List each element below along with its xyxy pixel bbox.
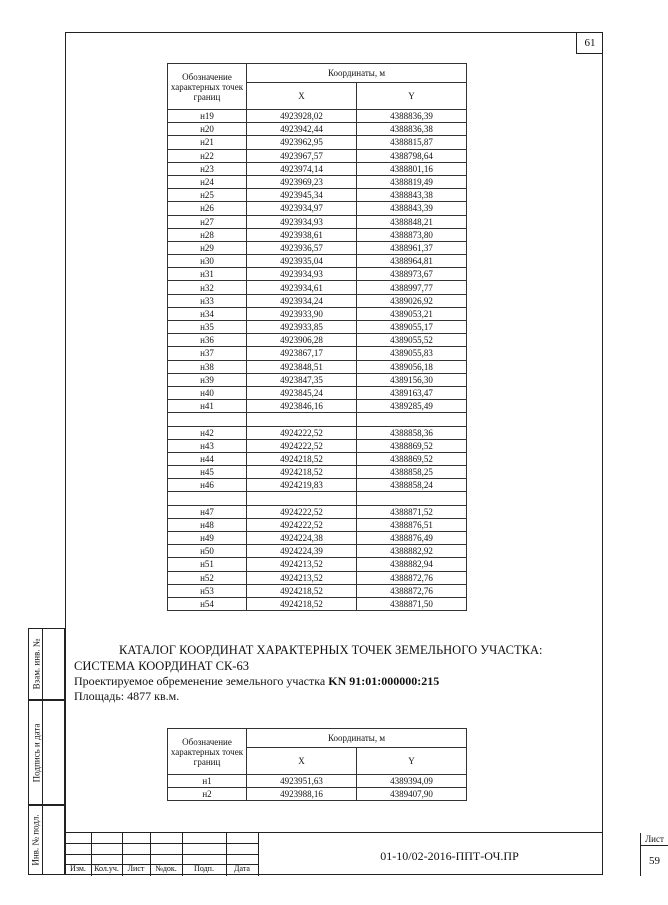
table-row xyxy=(168,597,467,610)
sheet-label: Лист xyxy=(641,833,668,846)
table-row xyxy=(168,775,467,788)
x-cell: 4923906,28 xyxy=(247,334,357,347)
x-cell: 4923974,14 xyxy=(247,162,357,175)
point-name-cell: н22 xyxy=(168,149,247,162)
point-name-cell: н2 xyxy=(168,788,247,801)
point-name-cell: н54 xyxy=(168,597,247,610)
header-y: Y xyxy=(357,748,467,775)
table-row xyxy=(168,505,467,518)
stamp-caption-doc: №док. xyxy=(155,864,177,873)
stamp-caption-signature: Подп. xyxy=(194,864,214,873)
stamp-caption-sheet: Лист xyxy=(127,864,145,873)
x-cell: 4923934,93 xyxy=(247,215,357,228)
table-row xyxy=(168,321,467,334)
x-cell: 4924219,83 xyxy=(247,479,357,492)
header-coordinates: Координаты, м xyxy=(247,729,467,748)
table-row xyxy=(168,307,467,320)
point-name-cell: н28 xyxy=(168,228,247,241)
header-point-name: Обозначение характерных точек границ xyxy=(168,729,247,775)
x-cell xyxy=(247,492,357,505)
x-cell: 4924213,52 xyxy=(247,571,357,584)
point-name-cell: н20 xyxy=(168,123,247,136)
x-cell: 4923934,93 xyxy=(247,268,357,281)
catalog-heading xyxy=(74,642,594,674)
x-cell: 4923846,16 xyxy=(247,400,357,413)
coordinate-system: СИСТЕМА КООРДИНАТ СК-63 xyxy=(74,659,249,673)
y-cell: 4388836,39 xyxy=(357,110,467,123)
y-cell: 4388873,80 xyxy=(357,228,467,241)
table-row xyxy=(168,558,467,571)
point-name-cell: н38 xyxy=(168,360,247,373)
x-cell: 4924213,52 xyxy=(247,558,357,571)
y-cell: 4388819,49 xyxy=(357,175,467,188)
table-row xyxy=(168,439,467,452)
x-cell: 4923945,34 xyxy=(247,189,357,202)
table-row xyxy=(168,241,467,254)
table-row xyxy=(168,228,467,241)
coordinates-table-secondary xyxy=(167,728,467,801)
point-name-cell: н29 xyxy=(168,241,247,254)
point-name-cell: н53 xyxy=(168,584,247,597)
y-cell: 4388815,87 xyxy=(357,136,467,149)
y-cell: 4388876,51 xyxy=(357,518,467,531)
document-code: 01-10/02-2016-ППТ-ОЧ.ПР xyxy=(258,833,640,876)
title-block xyxy=(65,832,664,875)
header-point-name: Обозначение характерных точек границ xyxy=(168,64,247,110)
side-box-replacement-inv xyxy=(28,628,65,700)
point-name-cell: н26 xyxy=(168,202,247,215)
x-cell: 4924218,52 xyxy=(247,597,357,610)
parcel-description: Проектируемое обременение земельного участка KN 91:01:000000:215 xyxy=(74,674,440,688)
point-name-cell: н21 xyxy=(168,136,247,149)
table-row xyxy=(168,162,467,175)
table-row xyxy=(168,281,467,294)
table-row xyxy=(168,347,467,360)
sheet-box xyxy=(640,833,668,876)
y-cell: 4388872,76 xyxy=(357,584,467,597)
y-cell: 4388848,21 xyxy=(357,215,467,228)
y-cell: 4389055,17 xyxy=(357,321,467,334)
point-name-cell: н25 xyxy=(168,189,247,202)
side-box-original-inv xyxy=(28,805,65,875)
header-y: Y xyxy=(357,83,467,110)
point-name-cell: н43 xyxy=(168,439,247,452)
x-cell: 4923934,97 xyxy=(247,202,357,215)
header-coordinates: Координаты, м xyxy=(247,64,467,83)
x-cell: 4923934,24 xyxy=(247,294,357,307)
table-row xyxy=(168,466,467,479)
point-name-cell: н36 xyxy=(168,334,247,347)
coordinates-table-body xyxy=(168,775,467,801)
y-cell: 4388843,38 xyxy=(357,189,467,202)
sheet-number: 59 xyxy=(649,855,660,867)
stamp-caption-date: Дата xyxy=(234,864,250,873)
table-row xyxy=(168,400,467,413)
y-cell: 4388801,16 xyxy=(357,162,467,175)
side-box-signature-date xyxy=(28,700,65,805)
x-cell: 4923938,61 xyxy=(247,228,357,241)
point-name-cell: н19 xyxy=(168,110,247,123)
table-row xyxy=(168,386,467,399)
y-cell: 4388961,37 xyxy=(357,241,467,254)
x-cell: 4924218,52 xyxy=(247,584,357,597)
table-row xyxy=(168,215,467,228)
point-name-cell xyxy=(168,492,247,505)
x-cell: 4923962,95 xyxy=(247,136,357,149)
y-cell: 4388798,64 xyxy=(357,149,467,162)
y-cell: 4389055,83 xyxy=(357,347,467,360)
table-row-blank xyxy=(168,413,467,426)
parcel-info xyxy=(74,674,439,704)
table-row xyxy=(168,123,467,136)
y-cell: 4388858,24 xyxy=(357,479,467,492)
x-cell: 4924222,52 xyxy=(247,505,357,518)
point-name-cell: н40 xyxy=(168,386,247,399)
x-cell: 4924224,39 xyxy=(247,545,357,558)
side-label-signature-date: Подпись и дата xyxy=(31,723,41,782)
y-cell: 4388876,49 xyxy=(357,532,467,545)
y-cell: 4388882,92 xyxy=(357,545,467,558)
table-row xyxy=(168,373,467,386)
x-cell: 4923935,04 xyxy=(247,255,357,268)
parcel-cadastral-number: KN 91:01:000000:215 xyxy=(328,674,440,688)
y-cell: 4388872,76 xyxy=(357,571,467,584)
catalog-title: КАТАЛОГ КООРДИНАТ ХАРАКТЕРНЫХ ТОЧЕК ЗЕМЕЛЬНОГО УЧАСТКА: xyxy=(119,643,543,657)
x-cell: 4923951,63 xyxy=(247,775,357,788)
x-cell: 4923867,17 xyxy=(247,347,357,360)
point-name-cell: н35 xyxy=(168,321,247,334)
parcel-area: Площадь: 4877 кв.м. xyxy=(74,689,180,703)
y-cell: 4389394,09 xyxy=(357,775,467,788)
y-cell: 4388843,39 xyxy=(357,202,467,215)
x-cell: 4924224,38 xyxy=(247,532,357,545)
point-name-cell xyxy=(168,413,247,426)
table-row-blank xyxy=(168,492,467,505)
side-label-original-inv: Инв. № подл. xyxy=(31,814,41,866)
y-cell: 4388882,94 xyxy=(357,558,467,571)
table-row xyxy=(168,584,467,597)
table-row xyxy=(168,255,467,268)
page-number-top: 61 xyxy=(576,32,603,54)
header-x: X xyxy=(247,748,357,775)
point-name-cell: н42 xyxy=(168,426,247,439)
x-cell: 4923928,02 xyxy=(247,110,357,123)
y-cell xyxy=(357,492,467,505)
point-name-cell: н49 xyxy=(168,532,247,545)
header-x: X xyxy=(247,83,357,110)
table-row xyxy=(168,545,467,558)
point-name-cell: н47 xyxy=(168,505,247,518)
table-row xyxy=(168,136,467,149)
point-name-cell: н46 xyxy=(168,479,247,492)
x-cell: 4924222,52 xyxy=(247,426,357,439)
point-name-cell: н48 xyxy=(168,518,247,531)
y-cell: 4388997,77 xyxy=(357,281,467,294)
x-cell: 4923988,16 xyxy=(247,788,357,801)
y-cell xyxy=(357,413,467,426)
table-row xyxy=(168,532,467,545)
y-cell: 4388973,67 xyxy=(357,268,467,281)
point-name-cell: н30 xyxy=(168,255,247,268)
y-cell: 4388836,38 xyxy=(357,123,467,136)
x-cell xyxy=(247,413,357,426)
y-cell: 4388858,36 xyxy=(357,426,467,439)
y-cell: 4389053,21 xyxy=(357,307,467,320)
y-cell: 4388871,52 xyxy=(357,505,467,518)
point-name-cell: н41 xyxy=(168,400,247,413)
x-cell: 4924218,52 xyxy=(247,452,357,465)
table-row xyxy=(168,360,467,373)
x-cell: 4924218,52 xyxy=(247,466,357,479)
point-name-cell: н44 xyxy=(168,452,247,465)
y-cell: 4388869,52 xyxy=(357,439,467,452)
point-name-cell: н52 xyxy=(168,571,247,584)
y-cell: 4389156,30 xyxy=(357,373,467,386)
y-cell: 4389163,47 xyxy=(357,386,467,399)
y-cell: 4388858,25 xyxy=(357,466,467,479)
point-name-cell: н27 xyxy=(168,215,247,228)
table-row xyxy=(168,788,467,801)
point-name-cell: н39 xyxy=(168,373,247,386)
stamp-caption-count: Кол.уч. xyxy=(94,864,119,873)
x-cell: 4923933,90 xyxy=(247,307,357,320)
x-cell: 4923969,23 xyxy=(247,175,357,188)
table-row xyxy=(168,571,467,584)
x-cell: 4923967,57 xyxy=(247,149,357,162)
side-label-replacement-inv: Взам. инв. № xyxy=(31,638,41,690)
y-cell: 4389056,18 xyxy=(357,360,467,373)
x-cell: 4923942,44 xyxy=(247,123,357,136)
point-name-cell: н50 xyxy=(168,545,247,558)
table-row xyxy=(168,175,467,188)
point-name-cell: н23 xyxy=(168,162,247,175)
x-cell: 4924222,52 xyxy=(247,439,357,452)
y-cell: 4388871,50 xyxy=(357,597,467,610)
table-row xyxy=(168,268,467,281)
table-row xyxy=(168,334,467,347)
x-cell: 4923933,85 xyxy=(247,321,357,334)
x-cell: 4923845,24 xyxy=(247,386,357,399)
y-cell: 4388964,81 xyxy=(357,255,467,268)
title-block-grid xyxy=(65,833,258,876)
point-name-cell: н45 xyxy=(168,466,247,479)
y-cell: 4389407,90 xyxy=(357,788,467,801)
y-cell: 4389285,49 xyxy=(357,400,467,413)
table-row xyxy=(168,110,467,123)
point-name-cell: н33 xyxy=(168,294,247,307)
stamp-caption-change: Изм. xyxy=(70,864,86,873)
table-row xyxy=(168,294,467,307)
point-name-cell: н1 xyxy=(168,775,247,788)
table-row xyxy=(168,518,467,531)
point-name-cell: н37 xyxy=(168,347,247,360)
point-name-cell: н34 xyxy=(168,307,247,320)
coordinates-table-main xyxy=(167,63,467,611)
y-cell: 4389055,52 xyxy=(357,334,467,347)
point-name-cell: н24 xyxy=(168,175,247,188)
x-cell: 4923847,35 xyxy=(247,373,357,386)
y-cell: 4389026,92 xyxy=(357,294,467,307)
point-name-cell: н32 xyxy=(168,281,247,294)
table-row xyxy=(168,452,467,465)
table-row xyxy=(168,426,467,439)
coordinates-table-body xyxy=(168,110,467,611)
table-row xyxy=(168,479,467,492)
table-row xyxy=(168,189,467,202)
x-cell: 4923936,57 xyxy=(247,241,357,254)
table-row xyxy=(168,149,467,162)
x-cell: 4924222,52 xyxy=(247,518,357,531)
y-cell: 4388869,52 xyxy=(357,452,467,465)
table-row xyxy=(168,202,467,215)
point-name-cell: н51 xyxy=(168,558,247,571)
x-cell: 4923934,61 xyxy=(247,281,357,294)
x-cell: 4923848,51 xyxy=(247,360,357,373)
point-name-cell: н31 xyxy=(168,268,247,281)
